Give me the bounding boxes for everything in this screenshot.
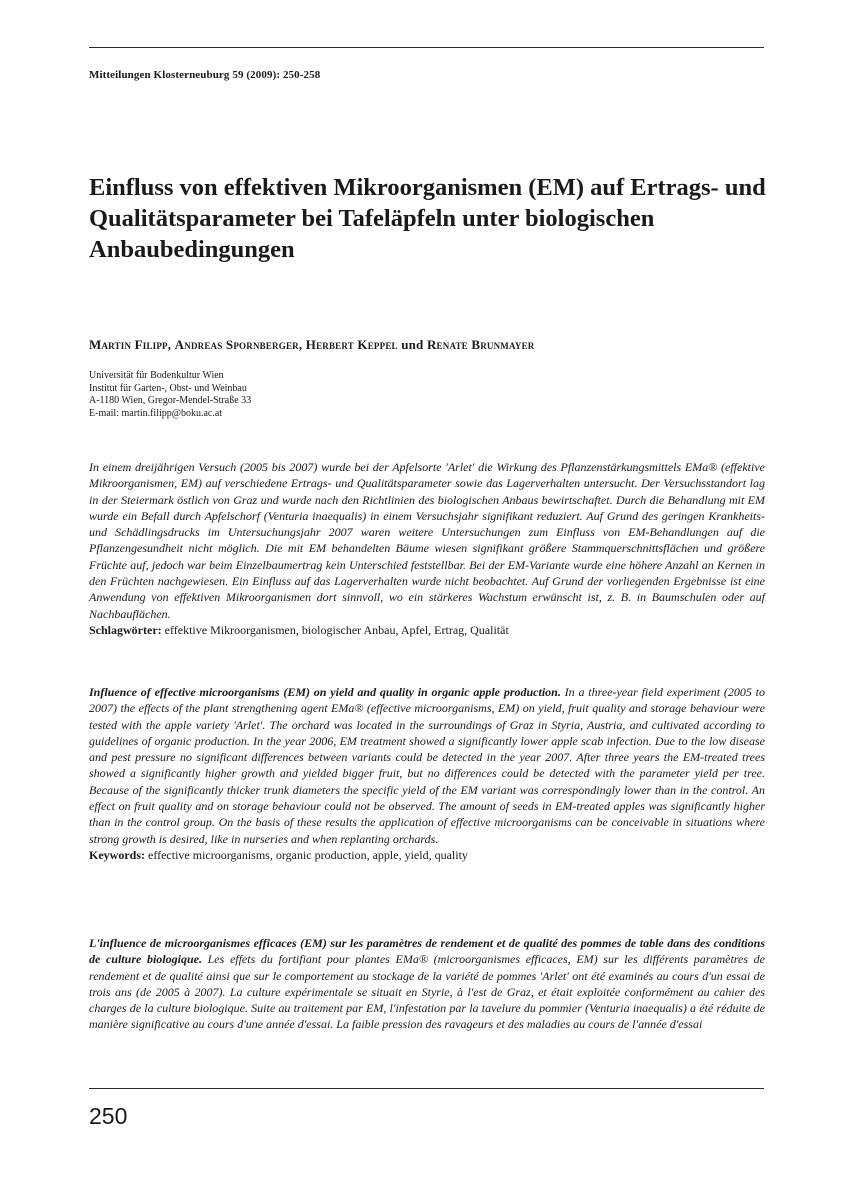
page-number: 250 — [89, 1103, 128, 1129]
author-separator: , — [167, 337, 175, 352]
author-separator: , — [298, 337, 306, 352]
keywords-german-list: effektive Mikroorganismen, biologischer Anbau, Apfel, Ertrag, Qualität — [161, 622, 509, 637]
author-name: Herbert Keppel — [305, 337, 398, 352]
article-title: Einfluss von effektiven Mikroorganismen (EM) auf Ertrags- und Qualitätsparameter bei Tafeläpfeln unter biologischen Anbaubedingungen — [89, 174, 766, 263]
header-rule — [89, 47, 764, 48]
abstract-english-heading: Influence of effective microorganisms (EM) on yield and quality in organic apple production. — [89, 685, 561, 699]
abstract-english-text: In a three-year field experiment (2005 to 2007) the effects of the plant strengthening agent EMa® (effective microorganisms, EM) on yield, fruit quality and storage behaviour were tested with the apple variety 'Arlet'. The orchard was located in the surroundings of Graz in Styria, Austria, and cultivated according to guidelines of organic production. In the year 2006, EM treatment showed a significantly lower apple scab infection. Due to the low disease and pest pressure no significant differences between variants could be detected in the year 2007. After three years the EM-treated trees showed a significantly higher growth and yielded bigger fruit, but no differences could be detected with the parameter yield per tree. Because of the significantly thicker trunk diameters the specific yield of the EM variant was correspondingly lower than in the control. An effect on fruit quality and on storage behaviour could not be observed. The amount of seeds in EM-treated apples was significantly higher than in the control group. On the basis of these results the application of effective microorganisms can be conceivable in situations where strong growth is desired, like in nurseries and when replanting orchards. — [89, 685, 765, 846]
abstract-german-text: In einem dreijährigen Versuch (2005 bis 2007) wurde bei der Apfelsorte 'Arlet' die Wirkung des Pflanzenstärkungsmittels EMa® (effektive Mikroorganismen, EM) auf verschiedene Ertrags- und Qualitätsparameter sowie das Lagerverhalten untersucht. Der Versuchsstandort lag in der Steiermark östlich von Graz und wurde nach den Richtlinien des biologischen Anbaus bewirtschaftet. Durch die Behandlung mit EM wurde ein Befall durch Apfelschorf (Venturia inaequalis) in einem Versuchsjahr signifikant reduziert. Auf Grund des geringen Krankheits- und Schädlingsdrucks im Untersuchungsjahr 2007 waren weitere Untersuchungen zum Einfluss von EM-Behandlungen auf die Pflanzengesundheit nicht möglich. Die mit EM behandelten Bäume wiesen signifikant größere Stammquerschnittsflächen und größere Früchte auf, jedoch war beim Einzelbaumertrag kein Unterschied feststellbar. Bei der EM-Variante wurde eine höhere Anzahl an Kernen in den Früchten nachgewiesen. Ein Einfluss auf das Lagerverhalten wurde nicht beobachtet. Auf Grund der vorliegenden Ergebnisse ist eine Anwendung von effektiven Mikroorganismen dort sinnvoll, wo ein stärkeres Wachstum erwünscht ist, z. B. in Baumschulen oder auf Nachbauflächen. — [89, 460, 765, 621]
abstract-french — [89, 935, 765, 1033]
author-name: Martin Filipp — [89, 337, 168, 352]
affiliation — [89, 370, 251, 420]
keywords-german-label: Schlagwörter: — [89, 622, 162, 637]
abstract-french-text: Les effets du fortifiant pour plantes EMa® (microorganismes efficaces, EM) sur les différents paramètres de rendement et de qualité ainsi que sur le comportement au stockage de la variété de pommes 'Arlet' ont été examinés au cours d'un essai de trois ans (de 2005 à 2007). La culture expérimentale se situait en Styrie, à l'est de Graz, et était exploitée conformément au cahier des charges de la culture biologique. Suite au traitement par EM, l'infestation par la tavelure du pommier (Venturia inaequalis) a été réduite de manière significative au cours d'une année d'essai. La faible pression des ravageurs et des maladies au cours de l'année d'essai — [89, 952, 765, 1032]
affiliation-address: A-1180 Wien, Gregor-Mendel-Straße 33 — [89, 395, 252, 407]
author-name: Renate Brunmayer — [426, 337, 535, 352]
keywords-german — [89, 622, 765, 638]
keywords-english-label: Keywords: — [89, 847, 145, 862]
affiliation-university: Universität für Bodenkultur Wien — [89, 370, 224, 381]
abstract-english — [89, 684, 765, 863]
author-list — [89, 337, 534, 353]
author-name: Andreas Spornberger — [174, 337, 299, 352]
affiliation-institute: Institut für Garten-, Obst- und Weinbau — [89, 382, 247, 394]
keywords-english-list: effective microorganisms, organic production, apple, yield, quality — [145, 847, 468, 862]
journal-reference: Mitteilungen Klosterneuburg 59 (2009): 250-258 — [89, 69, 321, 81]
abstract-german — [89, 459, 765, 638]
author-conjunction: und — [397, 337, 427, 352]
keywords-english — [89, 847, 765, 863]
affiliation-email: E-mail: martin.filipp@boku.ac.at — [89, 407, 223, 419]
abstract-french-heading: L'influence de microorganismes efficaces (EM) sur les paramètres de rendement et de qualité des pommes de table dans des conditions de culture biologique. — [89, 936, 765, 967]
footer-rule — [89, 1088, 764, 1089]
